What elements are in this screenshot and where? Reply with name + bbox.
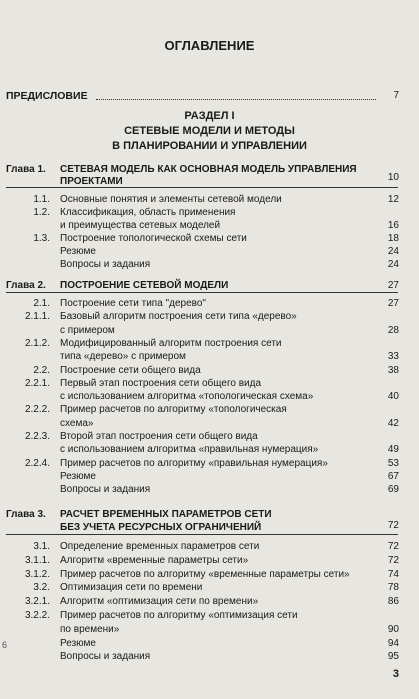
toc-row-number: 3.1. [33, 541, 50, 552]
chapter-page: 27 [387, 280, 399, 291]
toc-row-number: 2.1. [33, 298, 50, 309]
toc-row-number: 2.1.1. [24, 311, 50, 323]
toc-row-text: Оптимизация сети по времени [60, 582, 203, 594]
toc-row-text: Построение топологической схемы сети [60, 233, 247, 244]
toc-row-page: 49 [387, 444, 399, 456]
toc-row-text: Пример расчетов по алгоритму «правильная нумерация» [60, 457, 328, 469]
toc-row-number: 2.2. [33, 364, 50, 376]
toc-row-page: 90 [387, 623, 399, 635]
toc-row-text: типа «дерево» с примером [60, 351, 186, 363]
toc-row-page: 67 [387, 470, 399, 482]
toc-row-page: 12 [387, 194, 399, 205]
toc-row-text: Модифицированный алгоритм построения сети [60, 337, 282, 349]
toc-row-page: 72 [387, 554, 399, 566]
chapter-page: 72 [387, 520, 399, 531]
toc-row-text: Классификация, область применения [60, 207, 236, 218]
toc-row-text: Резюме [60, 637, 96, 649]
toc-row-text: схема» [60, 417, 94, 429]
toc-row-page: 27 [387, 298, 399, 309]
toc-row-text: Определение временных параметров сети [60, 541, 260, 552]
chapter-underline [6, 292, 398, 293]
toc-row-text: по времени» [60, 623, 120, 635]
toc-row-number: 2.2.2. [24, 404, 50, 416]
toc-row-number: 3.2. [33, 582, 50, 594]
chapter-title-cont: БЕЗ УЧЕТА РЕСУРСНЫХ ОГРАНИЧЕНИЙ [60, 522, 262, 533]
toc-row-page: 86 [387, 596, 399, 608]
toc-row-text: Пример расчетов по алгоритму «временные параметры сети» [60, 568, 350, 580]
toc-row-text: Основные понятия и элементы сетевой модели [60, 194, 282, 205]
chapter-title-cont: ПРОЕКТАМИ [60, 176, 123, 187]
section-number: РАЗДЕЛ I [184, 110, 235, 122]
preface-label: ПРЕДИСЛОВИЕ [6, 90, 88, 102]
toc-row-number: 1.3. [33, 233, 50, 244]
toc-row-number: 2.1.2. [24, 337, 50, 349]
toc-row-page: 33 [387, 351, 399, 363]
toc-row-page: 42 [387, 417, 399, 429]
dot-leader [96, 99, 376, 100]
toc-row-text: Алгоритм «оптимизация сети по времени» [60, 596, 259, 608]
toc-row-text: Второй этап построения сети общего вида [60, 431, 258, 442]
toc-row-number: 3.2.2. [24, 610, 50, 621]
toc-row-page: 95 [387, 651, 399, 663]
chapter-label: Глава 1. [6, 164, 46, 175]
chapter-label: Глава 2. [6, 280, 46, 291]
toc-row-text: Вопросы и задания [60, 259, 151, 270]
toc-row-number: 2.2.4. [24, 457, 50, 469]
toc-row-text: Первый этап построения сети общего вида [60, 377, 262, 389]
toc-row-text: Базовый алгоритм построения сети типа «дерево» [60, 311, 297, 323]
toc-row-text: Пример расчетов по алгоритму «оптимизация сети [60, 610, 298, 621]
page-title: ОГЛАВЛЕНИЕ [164, 38, 255, 53]
toc-row-page: 18 [387, 233, 399, 244]
toc-row-page: 69 [387, 484, 399, 496]
toc-row-number: 3.2.1. [24, 596, 50, 608]
toc-row-text: Алгоритм «временные параметры сети» [60, 554, 249, 566]
toc-row-number: 3.1.2. [24, 568, 50, 580]
chapter-title: РАСЧЕТ ВРЕМЕННЫХ ПАРАМЕТРОВ СЕТИ [60, 509, 272, 520]
toc-row-number: 1.1. [33, 194, 50, 205]
toc-row-text: Построение сети общего вида [60, 364, 201, 376]
chapter-label: Глава 3. [6, 509, 46, 520]
toc-row-text: с примером [60, 324, 115, 336]
toc-row-text: с использованием алгоритма «правильная нумерация» [60, 444, 319, 456]
chapter-underline [6, 187, 398, 188]
margin-mark: 6 [2, 640, 8, 650]
toc-row-page: 24 [387, 246, 399, 257]
toc-row-text: Резюме [60, 246, 96, 257]
preface-page: 7 [393, 90, 399, 101]
chapter-title: СЕТЕВАЯ МОДЕЛЬ КАК ОСНОВНАЯ МОДЕЛЬ УПРАВЛЕНИЯ [60, 164, 357, 175]
toc-row-page: 28 [387, 324, 399, 336]
toc-row-page: 16 [387, 220, 399, 231]
toc-row-text: Вопросы и задания [60, 484, 151, 496]
toc-row-page: 40 [387, 391, 399, 403]
section-title-line1: СЕТЕВЫЕ МОДЕЛИ И МЕТОДЫ [124, 125, 295, 137]
toc-row-number: 2.2.1. [24, 377, 50, 389]
toc-row-text: Пример расчетов по алгоритму «топологическая [60, 404, 287, 416]
toc-row-text: Резюме [60, 470, 96, 482]
chapter-underline [6, 534, 398, 535]
toc-row-number: 1.2. [33, 207, 50, 218]
page-number: 3 [392, 668, 399, 680]
toc-row-text: с использованием алгоритма «топологическая схема» [60, 391, 314, 403]
chapter-title: ПОСТРОЕНИЕ СЕТЕВОЙ МОДЕЛИ [60, 280, 229, 291]
toc-row-page: 38 [387, 364, 399, 376]
toc-row-page: 74 [387, 568, 399, 580]
toc-row-page: 24 [387, 259, 399, 270]
chapter-page: 10 [387, 172, 399, 183]
toc-row-text: и преимущества сетевых моделей [60, 220, 221, 231]
toc-row-page: 94 [387, 637, 399, 649]
section-title-line2: В ПЛАНИРОВАНИИ И УПРАВЛЕНИИ [112, 140, 307, 152]
toc-row-text: Вопросы и задания [60, 651, 151, 663]
toc-row-text: Построение сети типа "дерево" [60, 298, 206, 309]
toc-row-page: 78 [387, 582, 399, 594]
toc-row-number: 2.2.3. [24, 431, 50, 442]
toc-row-number: 3.1.1. [24, 554, 50, 566]
toc-row-page: 72 [387, 541, 399, 552]
toc-row-page: 53 [387, 457, 399, 469]
